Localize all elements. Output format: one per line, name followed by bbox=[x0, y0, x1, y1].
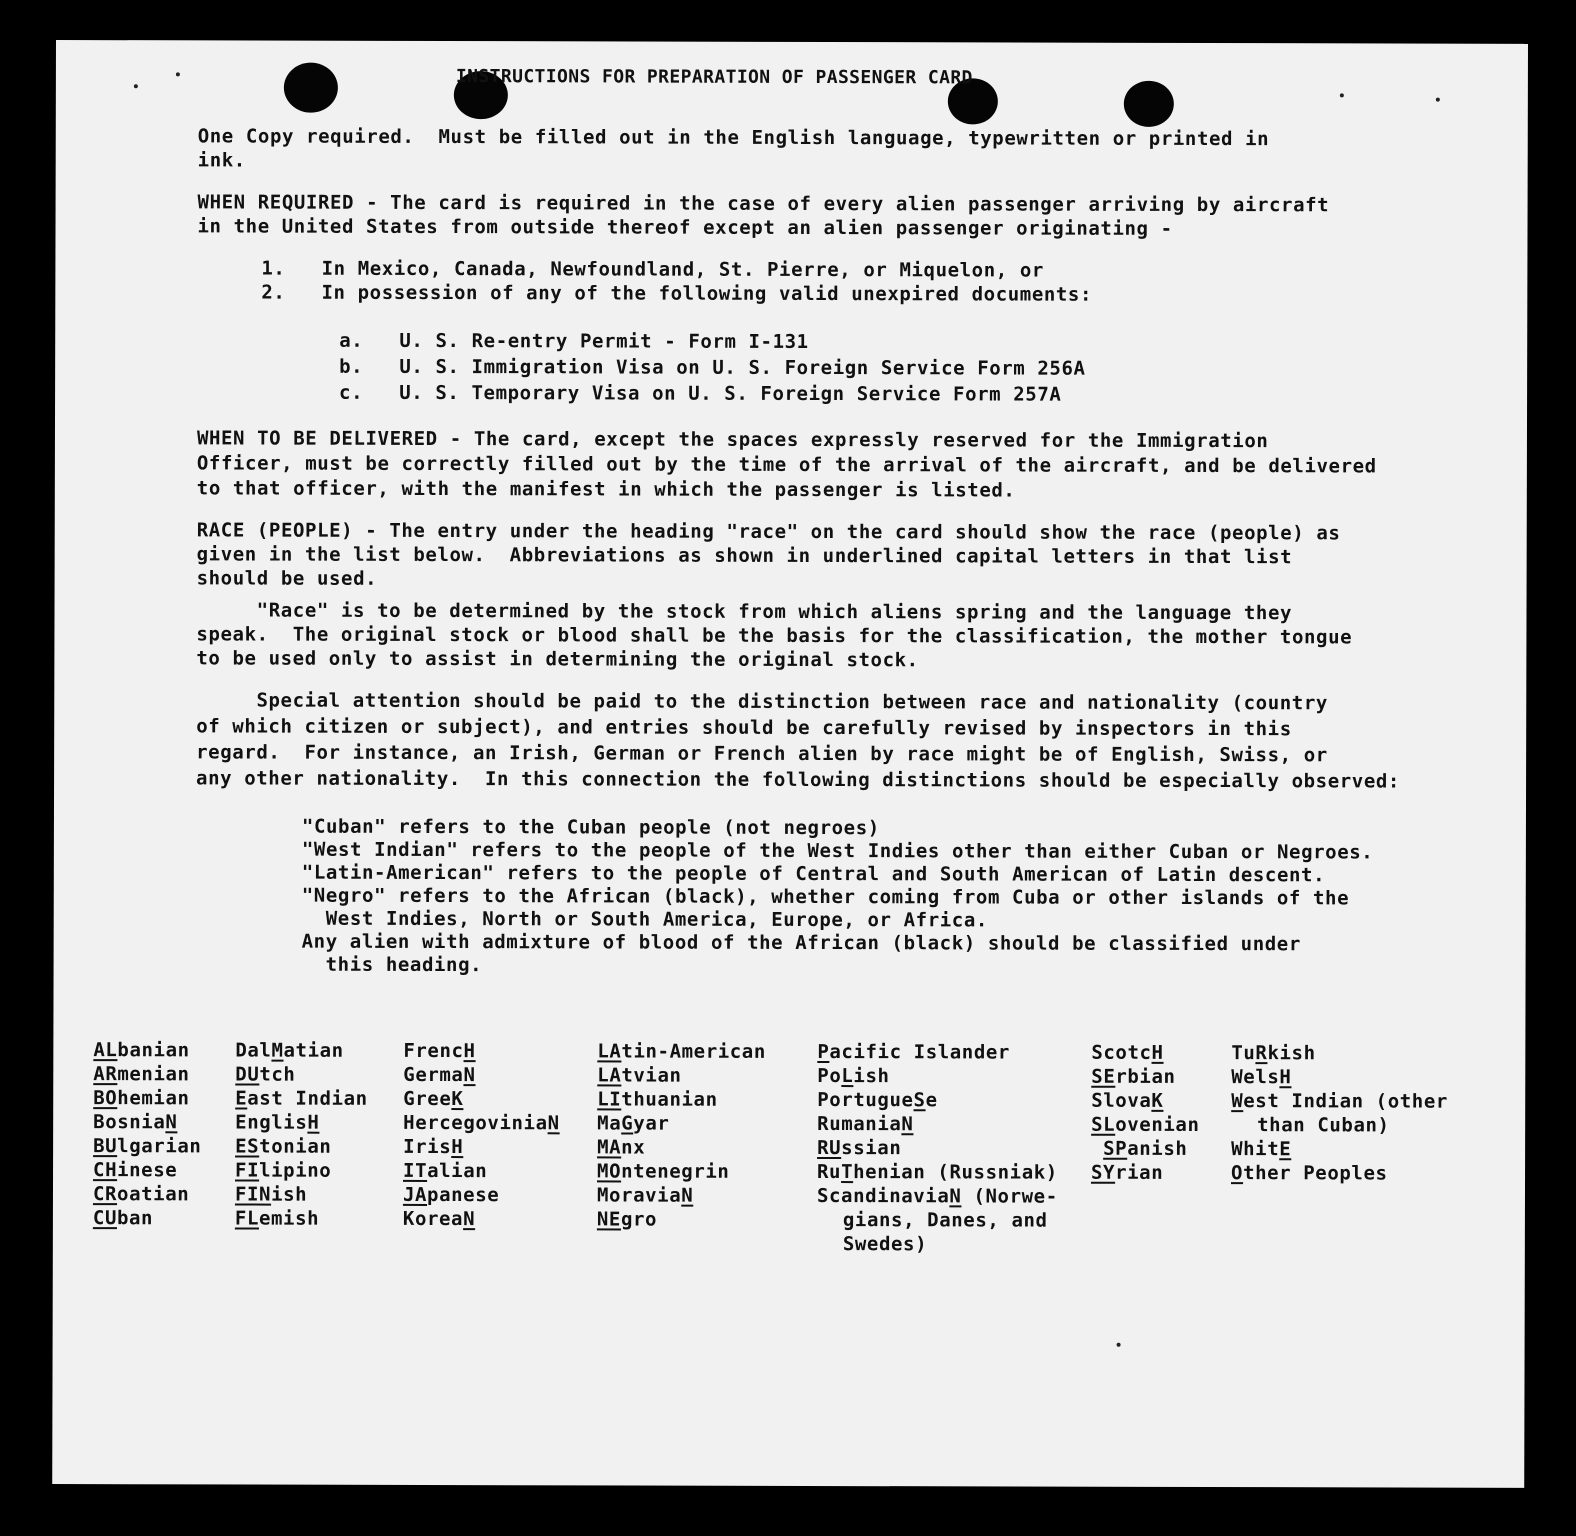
race-abbreviation: CU bbox=[92, 1207, 118, 1230]
race-entry-text: menian bbox=[117, 1063, 190, 1086]
race-abbreviation: K bbox=[1151, 1089, 1164, 1112]
race-entry bbox=[817, 1088, 1058, 1113]
race-entry bbox=[1091, 1089, 1199, 1113]
race-entry-text: anish bbox=[1127, 1137, 1188, 1160]
when-required-paragraph: WHEN REQUIRED - The card is required in the case of every alien passenger arriving by aircraft bbox=[197, 191, 1330, 217]
race-entry bbox=[235, 1206, 367, 1230]
race-entry-text: inese bbox=[117, 1159, 178, 1182]
race-abbreviation: H bbox=[463, 1040, 476, 1063]
race-entry-text: rbian bbox=[1115, 1065, 1176, 1088]
race-column bbox=[1091, 1041, 1200, 1185]
race-entry-text: Moravia bbox=[596, 1184, 682, 1207]
race-entry-text: tch bbox=[259, 1063, 296, 1086]
race-definition-paragraph: "Race" is to be determined by the stock from which aliens spring and the language they bbox=[196, 599, 1293, 625]
distinction-line: "Negro" refers to the African (black), whether coming from Cuba or other islands of the bbox=[301, 884, 1350, 910]
race-entry-text: Korea bbox=[402, 1207, 464, 1231]
race-entry bbox=[235, 1158, 367, 1182]
race-entry bbox=[93, 1134, 201, 1158]
race-entry-text: thuanian bbox=[621, 1088, 718, 1111]
race-entry bbox=[597, 1087, 766, 1111]
race-column bbox=[1231, 1041, 1448, 1186]
distinction-line: Any alien with admixture of blood of the African (black) should be classified under bbox=[301, 930, 1301, 956]
race-abbreviation: CH bbox=[93, 1159, 118, 1182]
race-entry-text: rian bbox=[1115, 1161, 1164, 1184]
race-abbreviation: N bbox=[463, 1208, 476, 1231]
race-abbreviation: SY bbox=[1091, 1161, 1116, 1184]
race-abbreviation: BO bbox=[93, 1087, 118, 1110]
race-abbreviation: FL bbox=[234, 1207, 260, 1230]
race-abbreviation: K bbox=[451, 1088, 464, 1111]
intro-paragraph: One Copy required. Must be filled out in the English language, typewritten or printed in bbox=[197, 125, 1270, 151]
race-abbreviation: MO bbox=[597, 1160, 622, 1183]
race-entry bbox=[1231, 1089, 1448, 1114]
race-entry bbox=[817, 1136, 1058, 1161]
race-abbreviation: H bbox=[451, 1136, 464, 1159]
race-abbreviation: N bbox=[547, 1112, 560, 1135]
race-entry-text: Slova bbox=[1091, 1089, 1152, 1112]
race-entry-text: yar bbox=[633, 1112, 670, 1135]
race-entry-text: ther Peoples bbox=[1243, 1162, 1388, 1185]
race-abbreviation: IT bbox=[403, 1159, 428, 1182]
race-entry-text: hemian bbox=[117, 1087, 190, 1110]
race-abbreviation: JA bbox=[402, 1183, 428, 1206]
race-entry-text: lgarian bbox=[117, 1135, 202, 1158]
race-entry bbox=[597, 1111, 766, 1135]
race-entry bbox=[403, 1063, 560, 1087]
race-entry bbox=[93, 1038, 201, 1062]
race-abbreviation: MA bbox=[597, 1136, 622, 1159]
lettered-item: b. U. S. Immigration Visa on U. S. Foreign Service Form 256A bbox=[339, 355, 1086, 380]
race-entry-text: Tu bbox=[1231, 1042, 1256, 1065]
race-column bbox=[403, 1039, 560, 1231]
distinction-line: West Indies, North or South America, Europe, or Africa. bbox=[301, 907, 988, 932]
race-abbreviation: L bbox=[841, 1065, 854, 1088]
race-definition-paragraph: to be used only to assist in determining the original stock. bbox=[196, 647, 919, 672]
race-column bbox=[597, 1039, 766, 1231]
race-column bbox=[817, 1040, 1058, 1257]
special-attention-paragraph: of which citizen or subject), and entries should be carefully revised by inspectors in this bbox=[196, 715, 1292, 741]
race-entry-text: ovenian bbox=[1115, 1113, 1200, 1136]
race-entry bbox=[597, 1183, 766, 1207]
race-entry-text: Scotc bbox=[1091, 1041, 1152, 1064]
race-entry-text: Hercegovinia bbox=[403, 1111, 548, 1135]
race-entry-text: henian (Russniak) bbox=[853, 1161, 1058, 1184]
race-entry bbox=[235, 1134, 367, 1158]
race-entry-text: Germa bbox=[403, 1063, 464, 1087]
race-entry bbox=[1091, 1161, 1199, 1185]
lettered-item: a. U. S. Re-entry Permit - Form I-131 bbox=[339, 329, 809, 353]
race-entry-text: banian bbox=[117, 1039, 190, 1062]
race-entry-text: Iris bbox=[403, 1135, 452, 1159]
special-attention-paragraph: Special attention should be paid to the distinction between race and nationality (country bbox=[196, 689, 1328, 715]
race-entry bbox=[235, 1062, 367, 1086]
when-delivered-paragraph: WHEN TO BE DELIVERED - The card, except the spaces expressly reserved for the Immigration bbox=[196, 427, 1269, 453]
race-abbreviation: FI bbox=[235, 1159, 260, 1182]
when-delivered-paragraph: Officer, must be correctly filled out by the time of the arrival of the aircraft, and be delivered bbox=[196, 452, 1377, 478]
race-abbreviation: RU bbox=[817, 1136, 842, 1160]
distinction-line: "Cuban" refers to the Cuban people (not negroes) bbox=[301, 815, 880, 840]
race-entry-text: Swedes) bbox=[842, 1233, 928, 1256]
race-entry bbox=[817, 1208, 1058, 1233]
race-abbreviation: LA bbox=[597, 1040, 622, 1063]
race-abbreviation: SE bbox=[1091, 1065, 1116, 1088]
race-entry bbox=[93, 1206, 201, 1230]
race-abbreviation: NE bbox=[596, 1208, 622, 1231]
race-abbreviation: E bbox=[1279, 1138, 1292, 1161]
race-entry-text: panese bbox=[427, 1183, 500, 1207]
race-entry bbox=[403, 1039, 560, 1063]
race-entry bbox=[597, 1207, 766, 1231]
race-entry-text: ish bbox=[271, 1183, 308, 1206]
race-entry bbox=[93, 1086, 201, 1110]
race-entry bbox=[403, 1111, 560, 1135]
race-entry-text: e bbox=[925, 1089, 938, 1112]
race-entry-text: Dal bbox=[235, 1039, 272, 1062]
punch-hole bbox=[284, 63, 338, 113]
race-abbreviation: T bbox=[841, 1161, 854, 1184]
race-abbreviation: R bbox=[1255, 1042, 1268, 1065]
race-abbreviation: M bbox=[271, 1039, 284, 1062]
race-entry-text: tonian bbox=[259, 1135, 332, 1158]
race-abbreviation: AR bbox=[93, 1063, 118, 1086]
race-abbreviation: O bbox=[1231, 1162, 1244, 1185]
race-abbreviation: LA bbox=[597, 1064, 622, 1087]
race-entry bbox=[597, 1063, 766, 1087]
race-entry bbox=[235, 1086, 367, 1110]
race-entry bbox=[235, 1182, 367, 1206]
race-abbreviation: ES bbox=[235, 1135, 260, 1158]
race-abbreviation: H bbox=[1151, 1041, 1164, 1064]
race-entry-text: gians, Danes, and bbox=[842, 1209, 1048, 1232]
intro-paragraph: ink. bbox=[197, 149, 246, 172]
race-abbreviation: G bbox=[621, 1112, 634, 1135]
race-entry-text: than Cuban) bbox=[1257, 1114, 1390, 1137]
race-entry bbox=[235, 1038, 367, 1062]
when-delivered-paragraph: to that officer, with the manifest in which the passenger is listed. bbox=[196, 477, 1016, 502]
race-entry-text: Gree bbox=[403, 1087, 452, 1111]
race-entry bbox=[817, 1160, 1058, 1185]
race-abbreviation: N bbox=[463, 1064, 476, 1087]
race-abbreviation: N bbox=[681, 1184, 694, 1207]
race-entry bbox=[93, 1062, 201, 1086]
race-entry-text: tin-American bbox=[621, 1040, 766, 1063]
race-entry bbox=[597, 1135, 766, 1159]
race-entry-text: alian bbox=[427, 1159, 488, 1183]
race-entry-text: ssian bbox=[841, 1137, 902, 1160]
special-attention-paragraph: any other nationality. In this connection the following distinctions should be especially observed: bbox=[196, 767, 1400, 793]
race-entry-text: Englis bbox=[235, 1111, 308, 1134]
race-entry-text: Po bbox=[817, 1064, 842, 1088]
race-definition-paragraph: speak. The original stock or blood shall be the basis for the classification, the mother tongue bbox=[196, 623, 1353, 649]
race-entry-text: kish bbox=[1267, 1042, 1316, 1065]
race-abbreviation: N bbox=[165, 1111, 178, 1134]
race-entry-text: Whit bbox=[1231, 1138, 1280, 1161]
race-entry bbox=[403, 1159, 560, 1183]
race-entry-text: ast Indian bbox=[247, 1087, 368, 1110]
race-entry bbox=[817, 1064, 1058, 1089]
race-entry bbox=[1231, 1161, 1448, 1186]
lettered-item: c. U. S. Temporary Visa on U. S. Foreign Service Form 257A bbox=[339, 381, 1062, 406]
race-abbreviation: SP bbox=[1103, 1137, 1128, 1160]
race-abbreviation: S bbox=[913, 1089, 926, 1112]
race-column bbox=[93, 1038, 202, 1230]
document-page bbox=[52, 40, 1528, 1488]
race-entry-text: Bosnia bbox=[93, 1111, 166, 1134]
race-entry bbox=[817, 1040, 1058, 1065]
race-entry bbox=[817, 1112, 1058, 1137]
race-entry-text: nx bbox=[621, 1136, 646, 1159]
race-entry-text: atian bbox=[283, 1039, 344, 1062]
race-entry-text: ban bbox=[116, 1207, 154, 1230]
race-entry bbox=[597, 1039, 766, 1063]
race-abbreviation: H bbox=[1279, 1066, 1292, 1089]
race-entry-text: lipino bbox=[259, 1159, 332, 1182]
race-entry bbox=[1091, 1065, 1199, 1089]
race-abbreviation: H bbox=[307, 1111, 320, 1134]
race-entry bbox=[93, 1158, 201, 1182]
race-column bbox=[235, 1038, 368, 1230]
race-abbreviation: LI bbox=[597, 1088, 622, 1111]
race-entry bbox=[1091, 1137, 1199, 1161]
race-entry-text: est Indian (other bbox=[1243, 1090, 1448, 1113]
when-required-paragraph: in the United States from outside thereof except an alien passenger originating - bbox=[197, 215, 1173, 240]
race-entry-text: (Norwe- bbox=[961, 1185, 1058, 1208]
race-entry bbox=[93, 1182, 201, 1206]
race-entry bbox=[597, 1159, 766, 1183]
race-abbreviation: P bbox=[817, 1040, 830, 1064]
race-entry bbox=[817, 1184, 1058, 1209]
race-entry bbox=[1231, 1041, 1448, 1066]
race-abbreviation: W bbox=[1231, 1090, 1244, 1113]
race-entry bbox=[817, 1232, 1058, 1257]
race-entry-text: tvian bbox=[621, 1064, 682, 1087]
race-entry bbox=[403, 1135, 560, 1159]
distinction-line: "Latin-American" refers to the people of Central and South American of Latin descent. bbox=[301, 861, 1326, 887]
race-entry-text: emish bbox=[258, 1207, 320, 1230]
page-title: INSTRUCTIONS FOR PREPARATION OF PASSENGER CARD bbox=[455, 66, 973, 89]
race-entry-text: oatian bbox=[117, 1183, 190, 1206]
race-entry bbox=[1231, 1137, 1448, 1162]
race-abbreviation: E bbox=[235, 1087, 248, 1110]
race-entry bbox=[403, 1087, 560, 1111]
race-entry-text bbox=[1091, 1138, 1103, 1160]
race-abbreviation: AL bbox=[93, 1039, 118, 1062]
distinction-line: this heading. bbox=[301, 953, 483, 977]
race-abbreviation: SL bbox=[1091, 1113, 1116, 1136]
punch-hole bbox=[1124, 81, 1174, 127]
race-entry bbox=[93, 1110, 201, 1134]
race-entry-text: Rumania bbox=[817, 1112, 902, 1136]
numbered-item: 2. In possession of any of the following valid unexpired documents: bbox=[261, 281, 1093, 306]
race-entry-text: acific Islander bbox=[829, 1041, 1011, 1064]
race-paragraph: given in the list below. Abbreviations as shown in underlined capital letters in that list bbox=[196, 543, 1293, 569]
race-entry-text: Portugue bbox=[817, 1088, 914, 1112]
race-entry-text: Ru bbox=[817, 1160, 842, 1184]
race-entry-text: Wels bbox=[1231, 1066, 1280, 1089]
race-entry bbox=[1091, 1113, 1199, 1137]
race-abbreviation: BU bbox=[93, 1135, 118, 1158]
race-entry-text: Ma bbox=[597, 1112, 622, 1135]
distinction-line: "West Indian" refers to the people of the West Indies other than either Cuban or Negroes. bbox=[301, 838, 1374, 864]
numbered-item: 1. In Mexico, Canada, Newfoundland, St. Pierre, or Miquelon, or bbox=[261, 257, 1044, 282]
race-entry-text: ish bbox=[853, 1065, 890, 1088]
race-entry bbox=[403, 1207, 560, 1231]
race-abbreviation: N bbox=[949, 1185, 962, 1208]
special-attention-paragraph: regard. For instance, an Irish, German or French alien by race might be of English, Swiss, or bbox=[196, 741, 1328, 767]
race-entry-text: Frenc bbox=[403, 1039, 464, 1063]
race-paragraph: RACE (PEOPLE) - The entry under the heading "race" on the card should show the race (people) as bbox=[196, 519, 1341, 545]
race-paragraph: should be used. bbox=[196, 567, 378, 590]
race-entry bbox=[1091, 1041, 1199, 1065]
race-abbreviation: FIN bbox=[234, 1183, 272, 1206]
race-entry-text: Scandinavia bbox=[816, 1184, 950, 1208]
race-abbreviation: N bbox=[901, 1113, 914, 1136]
race-entry-text: ntenegrin bbox=[621, 1160, 730, 1183]
race-entry-text: gro bbox=[620, 1208, 658, 1231]
race-entry bbox=[235, 1110, 367, 1134]
race-entry bbox=[403, 1183, 560, 1207]
race-abbreviation: CR bbox=[92, 1183, 118, 1206]
race-entry bbox=[1231, 1065, 1448, 1090]
race-abbreviation: DU bbox=[235, 1063, 260, 1086]
race-entry bbox=[1231, 1113, 1448, 1138]
